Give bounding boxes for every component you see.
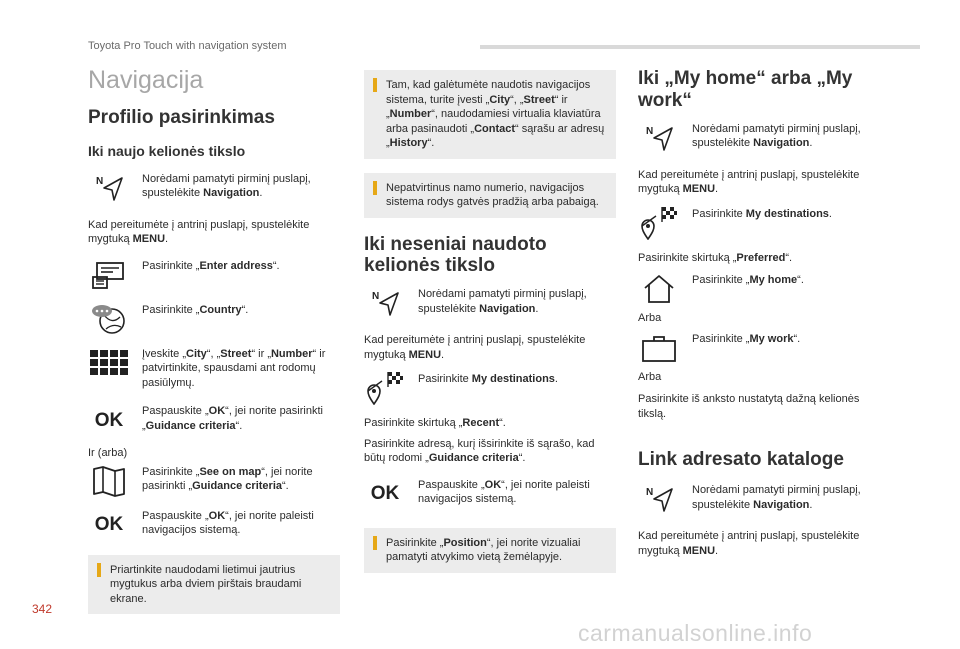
ok-icon: OK	[94, 409, 124, 431]
ok-icon: OK	[370, 483, 400, 505]
step-open-navigation: N Norėdami pamatyti pirminį puslapį, spustelėkite Navigation.	[638, 483, 890, 515]
step-ok-guidance: OK Paspauskite „OK“, jei norite pasirinkti „Guidance criteria“.	[88, 404, 340, 436]
destinations-icon	[364, 372, 406, 404]
heading-new-destination: Iki naujo kelionės tikslo	[88, 142, 246, 159]
step-see-on-map: Pasirinkite „See on map“, jei norite pasirinkti „Guidance criteria“.	[88, 465, 340, 497]
or-label: Ir (arba)	[88, 447, 128, 460]
section-title: Navigacija	[88, 66, 204, 94]
map-icon	[88, 465, 130, 497]
step-open-navigation: N Norėdami pamatyti pirminį puslapį, spustelėkite Navigation.	[364, 287, 616, 319]
para-menu: Kad pereitumėte į antrinį puslapį, spustelėkite mygtuką MENU.	[638, 530, 860, 557]
briefcase-icon	[638, 332, 680, 364]
para-menu: Kad pereitumėte į antrinį puslapį, spustelėkite mygtuką MENU.	[638, 168, 860, 196]
header-rule	[480, 45, 920, 49]
step-my-destinations: Pasirinkite My destinations.	[364, 372, 616, 404]
svg-text:N: N	[372, 291, 380, 303]
step-my-home: Pasirinkite „My home“.	[638, 273, 890, 305]
column-3	[638, 68, 890, 558]
note-zoom: Priartinkite naudodami lietimui jautrius mygtukus arba dviem pirštais braudami ekrane.	[88, 555, 340, 615]
step-ok-start: OK Paspauskite „OK“, jei norite paleisti navigacijos sistemą.	[364, 478, 616, 510]
step-my-destinations: Pasirinkite My destinations.	[638, 207, 890, 239]
column-2	[364, 70, 616, 573]
para-frequent-destination: Pasirinkite iš anksto nustatytą dažną kelionės tikslą.	[638, 393, 860, 420]
column-1	[88, 60, 340, 614]
navigation-icon	[638, 483, 680, 515]
navigation-icon	[364, 287, 406, 319]
enter-address-icon	[88, 259, 130, 291]
note-bar	[373, 181, 377, 195]
heading-profile-selection: Profilio pasirinkimas	[88, 107, 275, 128]
running-header: Toyota Pro Touch with navigation system	[88, 40, 287, 52]
destinations-icon	[638, 207, 680, 239]
para-menu: Kad pereitumėte į antrinį puslapį, spustelėkite mygtuką MENU.	[364, 334, 586, 361]
step-ok-start: OK Paspauskite „OK“, jei norite paleisti navigacijos sistemą.	[88, 509, 340, 541]
step-city-street-number: Įveskite „City“, „Street“ ir „Number“ ir patvirtinkite, spausdami ant rodomų pasiūlymų.	[88, 347, 340, 391]
heading-my-home-work: Iki „My home“ arba „My work“	[638, 68, 853, 111]
step-enter-address: Pasirinkite „Enter address“.	[88, 259, 340, 291]
page-number: 342	[32, 602, 53, 616]
step-my-work: Pasirinkite „My work“.	[638, 332, 890, 364]
heading-contacts-destination: Link adresato kataloge	[638, 449, 844, 471]
note-position: Pasirinkite „Position“, jei norite vizualiai pamatyti atvykimo vietą žemėlapyje.	[364, 528, 616, 573]
navigation-icon	[88, 172, 130, 204]
navigation-icon	[638, 122, 680, 154]
svg-text:N: N	[96, 175, 104, 187]
note-bar	[97, 563, 101, 577]
para-menu: Kad pereitumėte į antrinį puslapį, spustelėkite mygtuką MENU.	[88, 218, 310, 246]
para-recent-tab: Pasirinkite skirtuką „Recent“.	[364, 417, 506, 430]
para-preferred-tab: Pasirinkite skirtuką „Preferred“.	[638, 251, 793, 264]
svg-text:N: N	[646, 487, 654, 499]
heading-recent-destination: Iki neseniai naudoto kelionės tikslo	[364, 233, 547, 277]
note-bar	[373, 78, 377, 92]
note-input-info: Tam, kad galėtumėte naudotis navigacijos sistema, turite įvesti „City“, „Street“ ir „Number“, naudodamiesi virtualia klaviatūra arba pasinaudoti „Contact“ sąrašu ar adresų „History“.	[364, 70, 616, 159]
watermark: carmanualsonline.info	[578, 620, 813, 646]
country-icon	[88, 303, 130, 335]
step-country: Pasirinkite „Country“.	[88, 303, 340, 335]
svg-text:N: N	[646, 125, 654, 137]
step-open-navigation: N Norėdami pamatyti pirminį puslapį, spustelėkite Navigation.	[638, 122, 890, 154]
ok-icon: OK	[94, 514, 124, 536]
note-bar	[373, 536, 377, 550]
keyboard-icon	[88, 347, 130, 379]
step-open-navigation: N Norėdami pamatyti pirminį puslapį, spustelėkite Navigation.	[88, 172, 340, 204]
note-house-number: Nepatvirtinus namo numerio, navigacijos sistema rodys gatvės pradžią arba pabaigą.	[364, 173, 616, 218]
para-select-address: Pasirinkite adresą, kurį išsirinkite iš sąrašo, kad būtų rodomi „Guidance criteria“.	[364, 437, 595, 465]
home-icon	[638, 273, 680, 305]
or-label: Arba	[638, 370, 662, 383]
or-label: Arba	[638, 312, 662, 325]
